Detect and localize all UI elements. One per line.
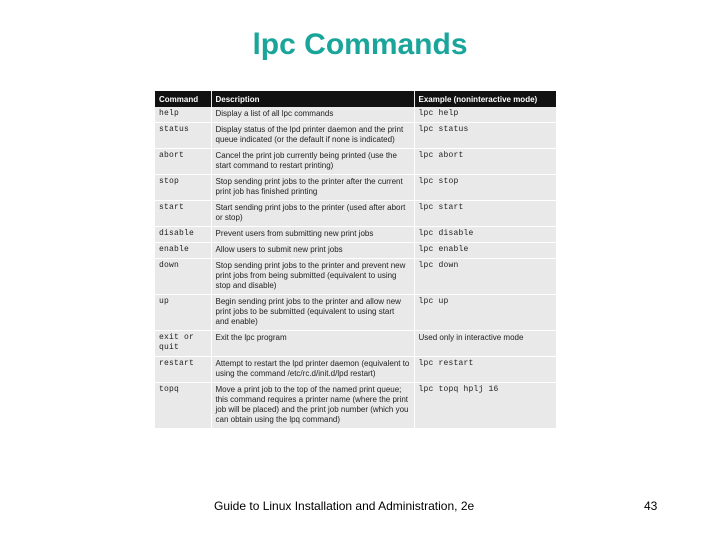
example-cell: lpc help xyxy=(414,107,556,123)
command-cell: abort xyxy=(155,149,211,175)
command-cell: topq xyxy=(155,383,211,429)
header-description: Description xyxy=(211,91,414,107)
table-row xyxy=(155,383,556,429)
command-cell: up xyxy=(155,295,211,331)
table-row xyxy=(155,243,556,259)
description-cell: Display a list of all lpc commands xyxy=(211,107,414,123)
example-cell: lpc status xyxy=(414,123,556,149)
description-cell: Attempt to restart the lpd printer daemon (equivalent to using the command /etc/rc.d/init.d/lpd restart) xyxy=(211,357,414,383)
example-cell: Used only in interactive mode xyxy=(414,331,556,357)
example-cell: lpc disable xyxy=(414,227,556,243)
command-cell: stop xyxy=(155,175,211,201)
table-row xyxy=(155,107,556,123)
example-cell: lpc topq hplj 16 xyxy=(414,383,556,429)
description-cell: Exit the lpc program xyxy=(211,331,414,357)
table-row xyxy=(155,175,556,201)
description-cell: Prevent users from submitting new print jobs xyxy=(211,227,414,243)
table-header-row xyxy=(155,91,556,107)
example-cell: lpc down xyxy=(414,259,556,295)
table-row xyxy=(155,295,556,331)
description-cell: Move a print job to the top of the named print queue; this command requires a printer name (where the print job will be placed) and the print job number (which you can obtain using the lpq command) xyxy=(211,383,414,429)
table-row xyxy=(155,227,556,243)
header-command: Command xyxy=(155,91,211,107)
command-cell: status xyxy=(155,123,211,149)
example-cell: lpc start xyxy=(414,201,556,227)
table-row xyxy=(155,149,556,175)
description-cell: Stop sending print jobs to the printer after the current print job has finished printing xyxy=(211,175,414,201)
example-cell: lpc enable xyxy=(414,243,556,259)
description-cell: Begin sending print jobs to the printer and allow new print jobs to be submitted (equivalent to using start and enable) xyxy=(211,295,414,331)
command-cell: help xyxy=(155,107,211,123)
commands-table xyxy=(155,91,556,429)
example-cell: lpc abort xyxy=(414,149,556,175)
table-row xyxy=(155,123,556,149)
command-cell: start xyxy=(155,201,211,227)
example-cell: lpc restart xyxy=(414,357,556,383)
description-cell: Display status of the lpd printer daemon and the print queue indicated (or the default if none is indicated) xyxy=(211,123,414,149)
description-cell: Stop sending print jobs to the printer and prevent new print jobs from being submitted (equivalent to using stop and disable) xyxy=(211,259,414,295)
command-cell: exit or quit xyxy=(155,331,211,357)
slide-title: lpc Commands xyxy=(252,28,468,61)
example-cell: lpc up xyxy=(414,295,556,331)
description-cell: Cancel the print job currently being printed (use the start command to restart printing) xyxy=(211,149,414,175)
page-number: 43 xyxy=(644,499,658,513)
table-row xyxy=(155,331,556,357)
command-cell: restart xyxy=(155,357,211,383)
table-row xyxy=(155,259,556,295)
description-cell: Start sending print jobs to the printer (used after abort or stop) xyxy=(211,201,414,227)
description-cell: Allow users to submit new print jobs xyxy=(211,243,414,259)
command-cell: enable xyxy=(155,243,211,259)
slide-footer: Guide to Linux Installation and Administration, 2e xyxy=(214,499,475,513)
example-cell: lpc stop xyxy=(414,175,556,201)
command-cell: disable xyxy=(155,227,211,243)
table-row xyxy=(155,201,556,227)
header-example: Example (noninteractive mode) xyxy=(414,91,556,107)
command-cell: down xyxy=(155,259,211,295)
table-row xyxy=(155,357,556,383)
